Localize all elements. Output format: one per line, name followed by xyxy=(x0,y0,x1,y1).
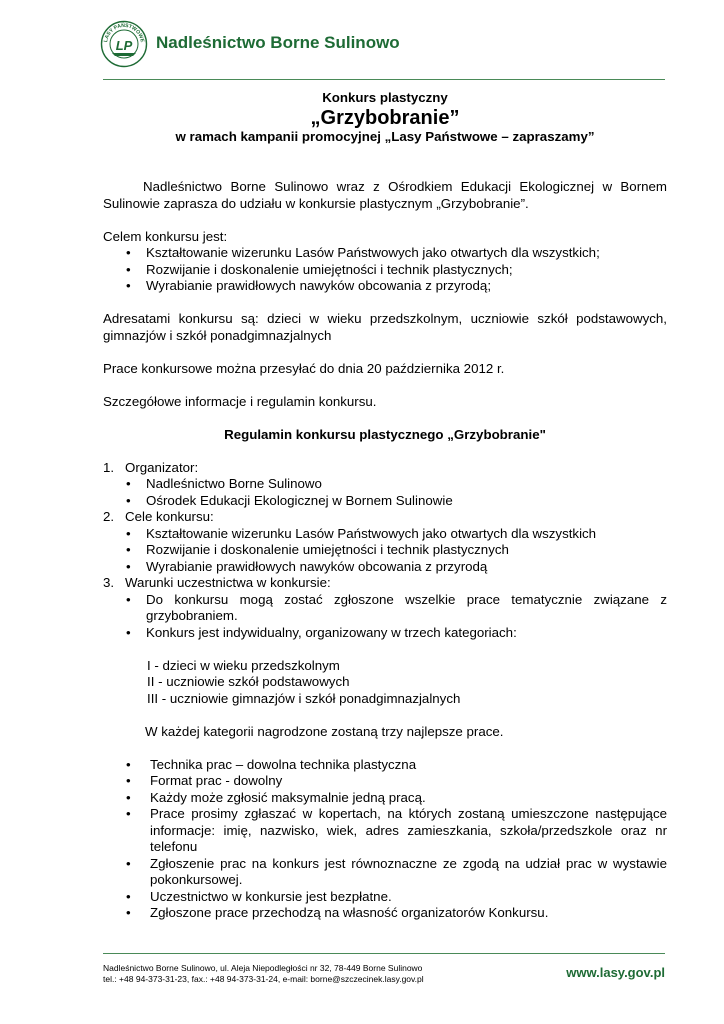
list-item: • Do konkursu mogą zostać zgłoszone wszelkie prace tematycznie związane z grzybobraniem. xyxy=(126,591,667,623)
deadline-paragraph: Prace konkursowe można przesyłać do dnia 20 października 2012 r. xyxy=(103,360,505,376)
list-item: • Zgłoszenie prac na konkurs jest równoznaczne ze zgodą na udział prac w wystawie pokonkursowej. xyxy=(126,855,667,887)
bullet-icon: • xyxy=(126,542,131,557)
bullet-icon: • xyxy=(126,806,131,821)
bullet-icon: • xyxy=(126,278,131,293)
footer-divider xyxy=(103,953,665,954)
logo-letters: LP xyxy=(115,38,133,53)
bullet-icon: • xyxy=(126,789,131,805)
list-item: • Prace prosimy zgłaszać w kopertach, na których zostaną umieszczone następujące informacje: imię, nazwisko, wiek, adres zamieszkania, szkoła/przedszkole oraz nr telefonu xyxy=(126,806,667,854)
footer-contact xyxy=(103,963,424,985)
list-item: • Wyrabianie prawidłowych nawyków obcowania z przyrodą xyxy=(126,558,488,574)
list-item: • Nadleśnictwo Borne Sulinowo xyxy=(126,476,322,491)
bullet-icon: • xyxy=(126,558,131,574)
list-item: • Każdy może zgłosić maksymalnie jedną pracą. xyxy=(126,789,426,805)
section-conditions: 3. Warunki uczestnictwa w konkursie: • Do konkursu mogą zostać zgłoszone wszelkie prace tematycznie związane z grzybobraniem. • Konkurs jest indywidualny, organizowany w trzech kategoriach: xyxy=(103,575,667,640)
category-item: III - uczniowie gimnazjów i szkół ponadgimnazjalnych xyxy=(147,690,461,706)
lasy-panstwowe-logo-icon xyxy=(100,20,148,68)
bullet-icon: • xyxy=(126,245,131,260)
document-subtitle: Konkurs plastyczny xyxy=(322,90,448,105)
bullet-icon: • xyxy=(126,624,131,640)
list-item: • Wyrabianie prawidłowych nawyków obcowania z przyrodą; xyxy=(126,278,492,293)
list-item: • Uczestnictwo w konkursie jest bezpłatne. xyxy=(126,888,392,904)
list-item: • Kształtowanie wizerunku Lasów Państwowych jako otwartych dla wszystkich; xyxy=(126,245,600,260)
bullet-icon: • xyxy=(126,525,131,541)
campaign-title: w ramach kampanii promocyjnej „Lasy Państwowe – zapraszamy” xyxy=(175,128,595,144)
category-item: II - uczniowie szkół podstawowych xyxy=(147,674,350,689)
bullet-icon: • xyxy=(126,773,131,788)
details-paragraph: Szczegółowe informacje i regulamin konkursu. xyxy=(103,393,377,409)
regulations-title: Regulamin konkursu plastycznego „Grzybobranie" xyxy=(224,426,546,442)
bullet-icon: • xyxy=(126,756,131,772)
footer-address: Nadleśnictwo Borne Sulinowo, ul. Aleja Niepodległości nr 32, 78-449 Borne Sulinowo xyxy=(103,963,423,973)
bullet-icon: • xyxy=(126,261,131,277)
rules-list xyxy=(103,757,667,922)
letterhead xyxy=(100,16,666,78)
list-item: • Rozwijanie i doskonalenie umiejętności i technik plastycznych xyxy=(126,542,509,557)
list-item: • Konkurs jest indywidualny, organizowany w trzech kategoriach: xyxy=(126,624,517,640)
list-item: • Format prac - dowolny xyxy=(126,773,283,788)
document-body xyxy=(103,90,667,922)
list-item: • Ośrodek Edukacji Ekologicznej w Bornem Sulinowie xyxy=(126,492,453,508)
footer-website-link[interactable]: www.lasy.gov.pl xyxy=(566,965,665,980)
organization-name: Nadleśnictwo Borne Sulinowo xyxy=(156,33,400,52)
section-goals: 2. Cele konkursu: • Kształtowanie wizerunku Lasów Państwowych jako otwartych dla wszystkich • Rozwijanie i doskonalenie umiejętności i technik plastycznych • Wyrabianie prawidłowych nawyków obcowania z przyrodą xyxy=(103,509,667,575)
list-item: • Technika prac – dowolna technika plastyczna xyxy=(126,756,417,772)
category-item: I - dzieci w wieku przedszkolnym xyxy=(147,657,340,673)
header-divider xyxy=(103,79,665,80)
document-title: „Grzybobranie” xyxy=(310,106,460,129)
list-item: • Kształtowanie wizerunku Lasów Państwowych jako otwartych dla wszystkich xyxy=(126,525,597,541)
bullet-icon: • xyxy=(126,591,131,607)
list-item: • Zgłoszone prace przechodzą na własność organizatorów Konkursu. xyxy=(126,905,549,920)
footer-phone-email: tel.: +48 94-373-31-23, fax.: +48 94-373-31-24, e-mail: borne@szczecinek.lasy.gov.pl xyxy=(103,974,424,984)
bullet-icon: • xyxy=(126,905,131,920)
intro-paragraph: Nadleśnictwo Borne Sulinowo wraz z Ośrodkiem Edukacji Ekologicznej w Bornem Sulinowie zaprasza do udziału w konkursie plastycznym „Grzybobranie”. xyxy=(103,179,667,211)
awards-paragraph: W każdej kategorii nagrodzone zostaną trzy najlepsze prace. xyxy=(145,723,504,739)
goals-list xyxy=(103,245,667,295)
bullet-icon: • xyxy=(126,888,131,904)
list-item: • Rozwijanie i doskonalenie umiejętności i technik plastycznych; xyxy=(126,261,513,277)
addressees-paragraph: Adresatami konkursu są: dzieci w wieku przedszkolnym, uczniowie szkół podstawowych, gimnazjów i szkół ponadgimnazjalnych xyxy=(103,311,667,343)
bullet-icon: • xyxy=(126,476,131,491)
svg-text:LASY PAŃSTWOWE: LASY PAŃSTWOWE xyxy=(103,22,145,43)
regulations-sections xyxy=(103,460,667,642)
goals-heading: Celem konkursu jest: xyxy=(103,228,228,244)
bullet-icon: • xyxy=(126,492,131,508)
bullet-icon: • xyxy=(126,855,131,871)
section-organizer: 1. Organizator: • Nadleśnictwo Borne Sulinowo • Ośrodek Edukacji Ekologicznej w Bornem Sulinowie xyxy=(103,460,667,510)
categories-list xyxy=(103,658,667,708)
